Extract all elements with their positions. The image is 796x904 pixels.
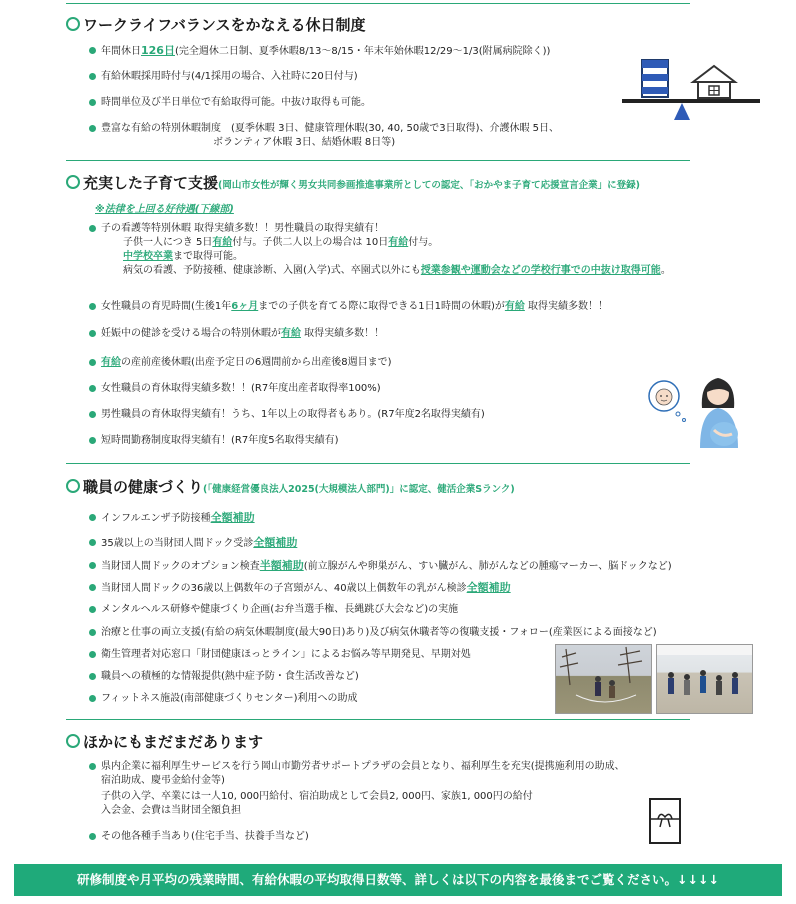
divider [66,3,690,4]
section-title-health: 職員の健康づくり(「健康経営優良法人2025(大規模法人部門)」に認定、健活企業Sランク) [66,476,515,497]
bullet-icon [89,359,96,366]
section-title-work-life: ワークライフバランスをかなえる休日制度 [66,14,365,35]
list-item: 職員への積極的な情報提供(熱中症予防・食生活改善など) [90,670,359,684]
divider [66,463,690,464]
list-item-continuation: 病気の看護、予防接種、健康診断、入園(入学)式、卒園式以外にも授業参観や運動会などの学校行事での中抜け取得可能。 [123,265,671,276]
bullet-icon [89,651,96,658]
circle-bullet-icon [66,17,80,31]
list-item: 35歳以上の当財団人間ドック受診全額補助 [90,536,297,551]
list-item: 女性職員の育児時間(生後1年6ヶ月までの子供を育てる際に取得できる1日1時間の休暇)が有給 取得実績多数！！ [90,300,608,314]
circle-bullet-icon [66,479,80,493]
bullet-icon [89,47,96,54]
list-item: 有給休暇採用時付与(4/1採用の場合、入社時に20日付与) [90,70,358,84]
balance-scale-icon [618,52,778,126]
bullet-icon [89,606,96,613]
bullet-icon [89,73,96,80]
list-item: メンタルヘルス研修や健康づくり企画(お弁当選手権、長縄跳び大会など)の実施 [90,603,458,617]
bullet-icon [89,695,96,702]
bullet-icon [89,833,96,840]
list-item: 有給の産前産後休暇(出産予定日の6週間前から出産後8週目まで) [90,356,392,370]
footer-banner: 研修制度や月平均の残業時間、有給休暇の平均取得日数等、詳しくは以下の内容を最後までご覧ください。↓↓↓↓ [14,864,782,896]
list-item-continuation: 子供の入学、卒業には一人10, 000円給付、宿泊助成として会員2, 000円、家族1, 000円の給付 [101,791,533,802]
bullet-icon [89,539,96,546]
bullet-icon [89,584,96,591]
bullet-icon [89,225,96,232]
bullet-icon [89,629,96,636]
list-item-continuation: 入会金、会費は当財団全額負担 [101,805,241,816]
list-item-continuation: ボランティア休暇 3日、結婚休暇 8日等) [213,137,396,148]
bullet-icon [89,385,96,392]
legal-note: ※法律を上回る好待遇(下線部) [95,204,234,215]
section-title-more: ほかにもまだまだあります [66,731,263,752]
list-item: 女性職員の育休取得実績多数！！(R7年度出産者取得率100%) [90,382,381,396]
list-item-continuation: 子供一人につき 5日有給付与。子供二人以上の場合は 10日有給付与。 [123,237,439,248]
list-item: 衛生管理者対応窓口「財団健康ほっとライン」によるお悩み等早期発見、早期対処 [90,648,471,662]
list-item-continuation: 中学校卒業まで取得可能。 [123,251,243,262]
list-item: 子の看護等特別休暇 取得実績多数！！男性職員の取得実績有！ [90,222,384,236]
circle-bullet-icon [66,175,80,189]
list-item: 当財団人間ドックのオプション検査半額補助(前立腺がんや卵巣がん、すい臓がん、肺がんなどの腫瘍マーカー、脳ドックなど) [90,559,672,574]
divider [66,719,690,720]
photo-rope-jumping [555,644,652,714]
list-item: 当財団人間ドックの36歳以上偶数年の子宮頸がん、40歳以上偶数年の乳がん検診全額補助 [90,581,511,596]
list-item: フィットネス施設(南部健康づくりセンター)利用への助成 [90,692,358,706]
photo-exercise-class [656,644,753,714]
list-item: 年間休日126日(完全週休二日制、夏季休暇8/13～8/15・年末年始休暇12/29～1/3(附属病院除く)) [90,44,550,59]
bullet-icon [89,330,96,337]
bullet-icon [89,411,96,418]
pregnant-woman-icon [644,364,754,448]
bullet-icon [89,125,96,132]
list-item: 時間単位及び半日単位で有給取得可能。中抜け取得も可能。 [90,96,371,110]
section-title-childcare: 充実した子育て支援(岡山市女性が輝く男女共同参画推進事業所としての認定、「おかやま子育て応援宣言企業」に登録) [66,172,640,193]
bullet-icon [89,562,96,569]
list-item: その他各種手当あり(住宅手当、扶養手当など) [90,830,309,844]
list-item: 妊娠中の健診を受ける場合の特別休暇が有給 取得実績多数！！ [90,327,384,341]
baby-icon [656,389,672,405]
list-item: 短時間勤務制度取得実績有！(R7年度5名取得実績有) [90,434,338,448]
list-item: 県内企業に福利厚生サービスを行う岡山市勤労者サポートプラザの会員となり、福利厚生を充実(提携施利用の助成、 [90,760,625,774]
divider [66,160,690,161]
list-item-continuation: 宿泊助成、慶弔金給付金等) [101,775,225,786]
list-item: インフルエンザ予防接種全額補助 [90,511,255,526]
list-item: 治療と仕事の両立支援(有給の病気休暇制度(最大90日)あり)及び病気休職者等の復職支援・フォロー(産業医による面接など) [90,626,657,640]
gift-envelope-icon [648,797,682,845]
circle-bullet-icon [66,734,80,748]
list-item: 豊富な有給の特別休暇制度 (夏季休暇 3日、健康管理休暇(30, 40, 50歳で3日取得)、介護休暇 5日、 [90,122,559,136]
bullet-icon [89,303,96,310]
bullet-icon [89,514,96,521]
bullet-icon [89,673,96,680]
list-item: 男性職員の育休取得実績有！うち、1年以上の取得者もあり。(R7年度2名取得実績有) [90,408,485,422]
bullet-icon [89,437,96,444]
bullet-icon [89,763,96,770]
bullet-icon [89,99,96,106]
